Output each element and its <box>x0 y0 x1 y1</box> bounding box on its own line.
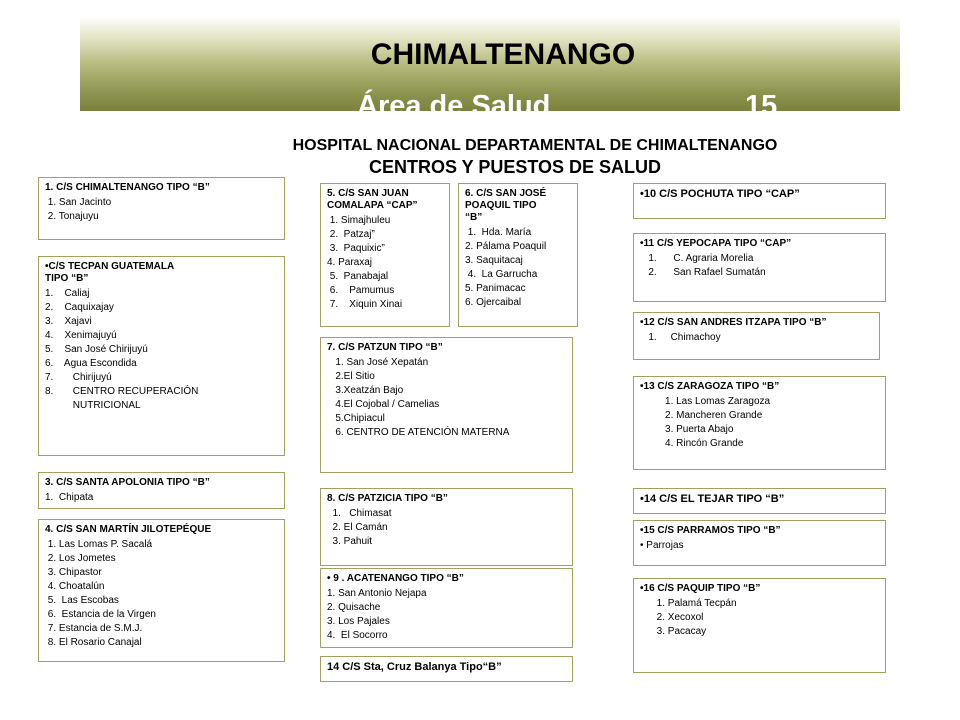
list-item: 3. Paquixic” <box>327 243 385 254</box>
list-item: 8. El Rosario Canajal <box>45 637 142 648</box>
list-item: 6. Pamumus <box>327 285 395 296</box>
list-item: 3. Pahuit <box>327 536 373 547</box>
center-title: •15 C/S PARRAMOS TIPO “B” <box>640 525 781 536</box>
list-item: 2.El Sitio <box>327 371 375 382</box>
list-item: 7. Xiquin Xinai <box>327 299 403 310</box>
list-item: 3. Pacacay <box>640 626 707 637</box>
list-item: 3. Chipastor <box>45 567 102 578</box>
center-box <box>320 183 450 327</box>
list-item: 2. Los Jometes <box>45 553 116 564</box>
post-list <box>327 507 568 549</box>
center-title: 4. C/S SAN MARTÍN JILOTEPÉQUE <box>45 524 212 535</box>
list-item: 4. Xenimajuyú <box>45 330 117 341</box>
center-box <box>633 488 886 514</box>
banner-subtitle: Área de Salud <box>357 90 551 122</box>
post-list <box>640 395 881 451</box>
post-list <box>640 252 881 280</box>
center-box <box>320 656 573 682</box>
center-box <box>38 177 285 240</box>
banner-title: CHIMALTENANGO <box>370 38 636 71</box>
post-list <box>327 214 445 312</box>
list-item: 1. San Antonio Nejapa <box>327 588 427 599</box>
banner-number: 15 <box>745 90 778 122</box>
post-list <box>45 491 280 505</box>
list-item: 6. Agua Escondida <box>45 358 137 369</box>
list-item: 7. Chirijuyú <box>45 372 112 383</box>
list-item: 6. CENTRO DE ATENCIÓN MATERNA <box>327 427 510 438</box>
center-title: 7. C/S PATZUN TIPO “B” <box>327 342 443 353</box>
post-list <box>640 331 875 345</box>
header-banner <box>80 16 900 122</box>
list-item: 1. Chipata <box>45 492 94 503</box>
list-item: 5.Chipiacul <box>327 413 385 424</box>
list-item: 6. Ojercaibal <box>465 297 522 308</box>
hospital-heading: HOSPITAL NACIONAL DEPARTAMENTAL DE CHIMALTENANGO <box>292 137 778 154</box>
post-list <box>327 587 568 643</box>
list-item: 2. El Camán <box>327 522 388 533</box>
list-item: 7. Estancia de S.M.J. <box>45 623 143 634</box>
list-item: 3.Xeatzán Bajo <box>327 385 404 396</box>
list-item: 4. El Socorro <box>327 630 388 641</box>
center-box <box>38 519 285 662</box>
center-box <box>38 472 285 509</box>
post-list <box>45 287 280 413</box>
list-item: 2. Caquixajay <box>45 302 114 313</box>
list-item: 1. Caliaj <box>45 288 90 299</box>
center-title: 14 C/S Sta, Cruz Balanya Tipo“B” <box>327 661 502 673</box>
list-item: 1. Chimasat <box>327 508 392 519</box>
list-item: 1. Chimachoy <box>640 332 721 343</box>
list-item: 1. Palamá Tecpán <box>640 598 737 609</box>
list-item: 1. Hda. María <box>465 227 532 238</box>
center-title: •11 C/S YEPOCAPA TIPO “CAP” <box>640 238 792 249</box>
center-title: •12 C/S SAN ANDRES ITZAPA TIPO “B” <box>640 317 827 328</box>
post-list <box>465 226 573 310</box>
list-item: • Parrojas <box>640 540 684 551</box>
list-item: 4.El Cojobal / Camelias <box>327 399 440 410</box>
center-title: •C/S TECPAN GUATEMALA TIPO “B” <box>45 261 175 284</box>
list-item: 5. Las Escobas <box>45 595 119 606</box>
center-title: • 9 . ACATENANGO TIPO “B” <box>327 573 464 584</box>
list-item: 2. San Rafael Sumatán <box>640 267 766 278</box>
post-list <box>327 356 568 440</box>
center-title: 8. C/S PATZICIA TIPO “B” <box>327 493 448 504</box>
list-item: 4. La Garrucha <box>465 269 538 280</box>
post-list <box>640 597 881 639</box>
center-title: 3. C/S SANTA APOLONIA TIPO “B” <box>45 477 210 488</box>
center-title: •13 C/S ZARAGOZA TIPO “B” <box>640 381 780 392</box>
list-item: 3. Xajavi <box>45 316 92 327</box>
center-box <box>320 488 573 566</box>
list-item: 3. Puerta Abajo <box>640 424 734 435</box>
list-item: 2. Patzaj” <box>327 229 375 240</box>
post-list <box>45 196 280 224</box>
center-box <box>633 233 886 302</box>
center-title: •16 C/S PAQUIP TIPO “B” <box>640 583 761 594</box>
center-title: •14 C/S EL TEJAR TIPO “B” <box>640 493 785 505</box>
center-title: 6. C/S SAN JOSÉ POAQUIL TIPO “B” <box>465 188 547 223</box>
list-item: 4. Choatalún <box>45 581 105 592</box>
center-title: 1. C/S CHIMALTENANGO TIPO “B” <box>45 182 210 193</box>
center-box <box>320 337 573 473</box>
list-item: 5. Panimacac <box>465 283 526 294</box>
list-item: 2. Tonajuyu <box>45 211 99 222</box>
post-list <box>45 538 280 650</box>
list-item: 2. Pálama Poaquil <box>465 241 547 252</box>
center-box <box>633 578 886 673</box>
list-item: 1. Las Lomas P. Sacalá <box>45 539 153 550</box>
list-item: 5. Panabajal <box>327 271 389 282</box>
list-item: 3. Saquitacaj <box>465 255 523 266</box>
centers-heading: CENTROS Y PUESTOS DE SALUD <box>368 157 662 177</box>
list-item: 4. Paraxaj <box>327 257 373 268</box>
list-item: 1. C. Agraria Morelia <box>640 253 754 264</box>
list-item: 3. Los Pajales <box>327 616 390 627</box>
list-item: 1. San Jacinto <box>45 197 112 208</box>
center-box <box>320 568 573 648</box>
list-item: 2. Quisache <box>327 602 381 613</box>
list-item: 1. Simajhuleu <box>327 215 391 226</box>
center-box <box>633 376 886 470</box>
center-box <box>38 256 285 456</box>
center-box <box>633 520 886 566</box>
center-title: •10 C/S POCHUTA TIPO “CAP” <box>640 188 800 200</box>
list-item: 1. Las Lomas Zaragoza <box>640 396 771 407</box>
list-item: 1. San José Xepatán <box>327 357 429 368</box>
list-item: 5. San José Chirijuyú <box>45 344 148 355</box>
center-box <box>633 312 880 360</box>
list-item: NUTRICIONAL <box>45 400 141 411</box>
center-box <box>458 183 578 327</box>
list-item: 4. Rincón Grande <box>640 438 744 449</box>
list-item: 2. Mancheren Grande <box>640 410 763 421</box>
center-box <box>633 183 886 219</box>
center-title: 5. C/S SAN JUAN COMALAPA “CAP” <box>327 188 418 211</box>
post-list <box>640 539 881 553</box>
list-item: 8. CENTRO RECUPERACIÓN <box>45 386 199 397</box>
list-item: 2. Xecoxol <box>640 612 704 623</box>
list-item: 6. Estancia de la Virgen <box>45 609 156 620</box>
